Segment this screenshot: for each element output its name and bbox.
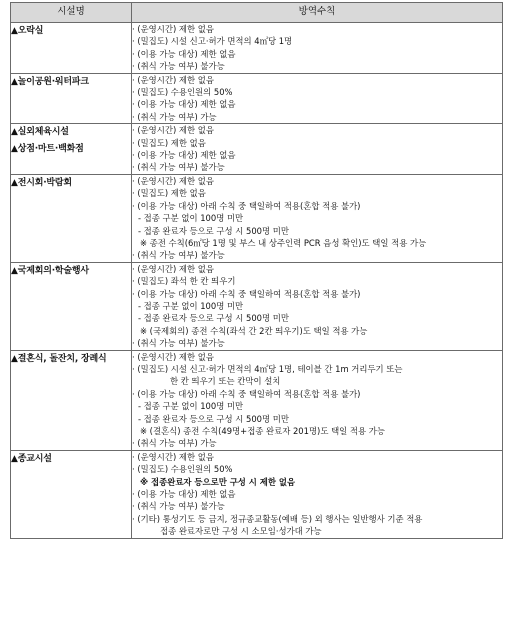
facility-name: ▲종교시설 [11, 453, 52, 464]
table-row [11, 23, 503, 74]
rules-cell [132, 174, 503, 262]
facility-name: ▲국제회의·학술행사 [11, 265, 89, 276]
rules-cell [132, 73, 503, 124]
rule-line: · (이용 가능 대상) 아래 수칙 중 택일하여 적용(혼합 적용 불가) [132, 288, 361, 299]
header-facility-name: 시설명 [11, 3, 132, 23]
rule-line: · (취식 가능 여부) 불가능 [132, 250, 225, 261]
facility-name: ▲상점·마트·백화점 [11, 144, 84, 155]
facility-name-cell [11, 350, 132, 450]
rules-cell [132, 450, 503, 538]
facility-name: ▲실외체육시설 [11, 127, 69, 138]
facility-name: ▲오락실 [11, 26, 44, 36]
rule-line: · (밀집도) 제한 없음 [132, 188, 206, 199]
rule-line: · (이용 가능 대상) 제한 없음 [132, 48, 236, 59]
rule-subline: - 접종 구분 없이 100명 미만 [138, 300, 244, 311]
rule-note: ※ (결혼식) 종전 수칙(49명+접종 완료자 201명)도 택일 적용 가능 [140, 426, 385, 436]
table-row [11, 124, 503, 175]
rule-line: · (이용 가능 대상) 아래 수칙 중 택일하여 적용(혼합 적용 불가) [132, 200, 361, 211]
table-row [11, 450, 503, 538]
facility-name-cell [11, 73, 132, 124]
rules-cell [132, 350, 503, 450]
rule-line: · (운영시간) 제한 없음 [132, 451, 214, 462]
rule-subline: - 접종 완료자 등으로 구성 시 500명 미만 [138, 225, 289, 236]
rule-line: · (취식 가능 여부) 가능 [132, 111, 217, 122]
rule-line: · (운영시간) 제한 없음 [132, 74, 214, 85]
rule-line: · (취식 가능 여부) 가능 [132, 438, 217, 449]
rules-cell [132, 23, 503, 74]
rule-line: · (이용 가능 대상) 제한 없음 [132, 150, 236, 161]
facility-name-cell [11, 23, 132, 74]
rule-line: · (밀집도) 제한 없음 [132, 137, 206, 148]
table-header-row [11, 3, 503, 23]
rule-note: ※ 종전 수칙(6㎡당 1명 및 부스 내 상주인력 PCR 음성 확인)도 택일 적용 가능 [140, 237, 427, 248]
facility-name-cell [11, 450, 132, 538]
rule-line: · (취식 가능 여부) 불가능 [132, 162, 225, 173]
facility-name-cell [11, 174, 132, 262]
facility-name: ▲결혼식, 돌잔치, 장례식 [11, 353, 107, 364]
rule-note: ※ 접종완료자 등으로만 구성 시 제한 없음 [140, 476, 296, 487]
rule-line: · (이용 가능 대상) 제한 없음 [132, 489, 236, 500]
facility-name: ▲놀이공원·워터파크 [11, 76, 89, 87]
rule-line: · (밀집도) 수용인원의 50% [132, 87, 233, 98]
rule-line: · (기타) 통성기도 등 금지, 정규종교활동(예배 등) 외 행사는 일반행사 기준 적용 [132, 513, 423, 524]
rule-continuation: 접종 완료자로만 구성 시 소모임·성가대 가능 [160, 526, 322, 537]
rule-line: · (이용 가능 대상) 제한 없음 [132, 99, 236, 110]
rule-subline: - 접종 완료자 등으로 구성 시 500명 미만 [138, 413, 289, 424]
rule-subline: - 접종 완료자 등으로 구성 시 500명 미만 [138, 313, 289, 324]
rule-line: · (운영시간) 제한 없음 [132, 263, 214, 274]
table-row [11, 350, 503, 450]
rules-cell [132, 124, 503, 175]
rule-line: · (운영시간) 제한 없음 [132, 24, 214, 34]
rule-line: · (취식 가능 여부) 불가능 [132, 338, 225, 349]
rule-line: · (밀집도) 시설 신고·허가 면적의 4㎡당 1명 [132, 36, 293, 47]
rule-subline: - 접종 구분 없이 100명 미만 [138, 213, 244, 224]
table-row [11, 262, 503, 350]
facility-name-cell [11, 124, 132, 175]
rule-subline: - 접종 구분 없이 100명 미만 [138, 401, 244, 412]
rule-continuation: 한 칸 띄우기 또는 칸막이 설치 [170, 376, 281, 387]
rule-line: · (취식 가능 여부) 불가능 [132, 61, 225, 72]
facility-name-cell [11, 262, 132, 350]
rule-line: · (운영시간) 제한 없음 [132, 125, 214, 136]
rules-cell [132, 262, 503, 350]
rule-line: · (운영시간) 제한 없음 [132, 351, 214, 362]
facility-name: ▲전시회·박람회 [11, 177, 72, 188]
rule-line: · (밀집도) 수용인원의 50% [132, 464, 233, 475]
rule-line: · (운영시간) 제한 없음 [132, 175, 214, 186]
rule-line: · (이용 가능 대상) 아래 수칙 중 택일하여 적용(혼합 적용 불가) [132, 388, 361, 399]
quarantine-rules-table [10, 2, 503, 539]
rule-line: · (취식 가능 여부) 불가능 [132, 501, 225, 512]
rule-line: · (밀집도) 시설 신고·허가 면적의 4㎡당 1명, 테이블 간 1m 거리두기 또는 [132, 363, 403, 374]
rule-note: ※ (국제회의) 종전 수칙(좌석 간 2칸 띄우기)도 택일 적용 가능 [140, 325, 368, 336]
table-row [11, 174, 503, 262]
rule-line: · (밀집도) 좌석 한 칸 띄우기 [132, 276, 236, 287]
table-row [11, 73, 503, 124]
header-quarantine-rules: 방역수칙 [132, 3, 503, 23]
